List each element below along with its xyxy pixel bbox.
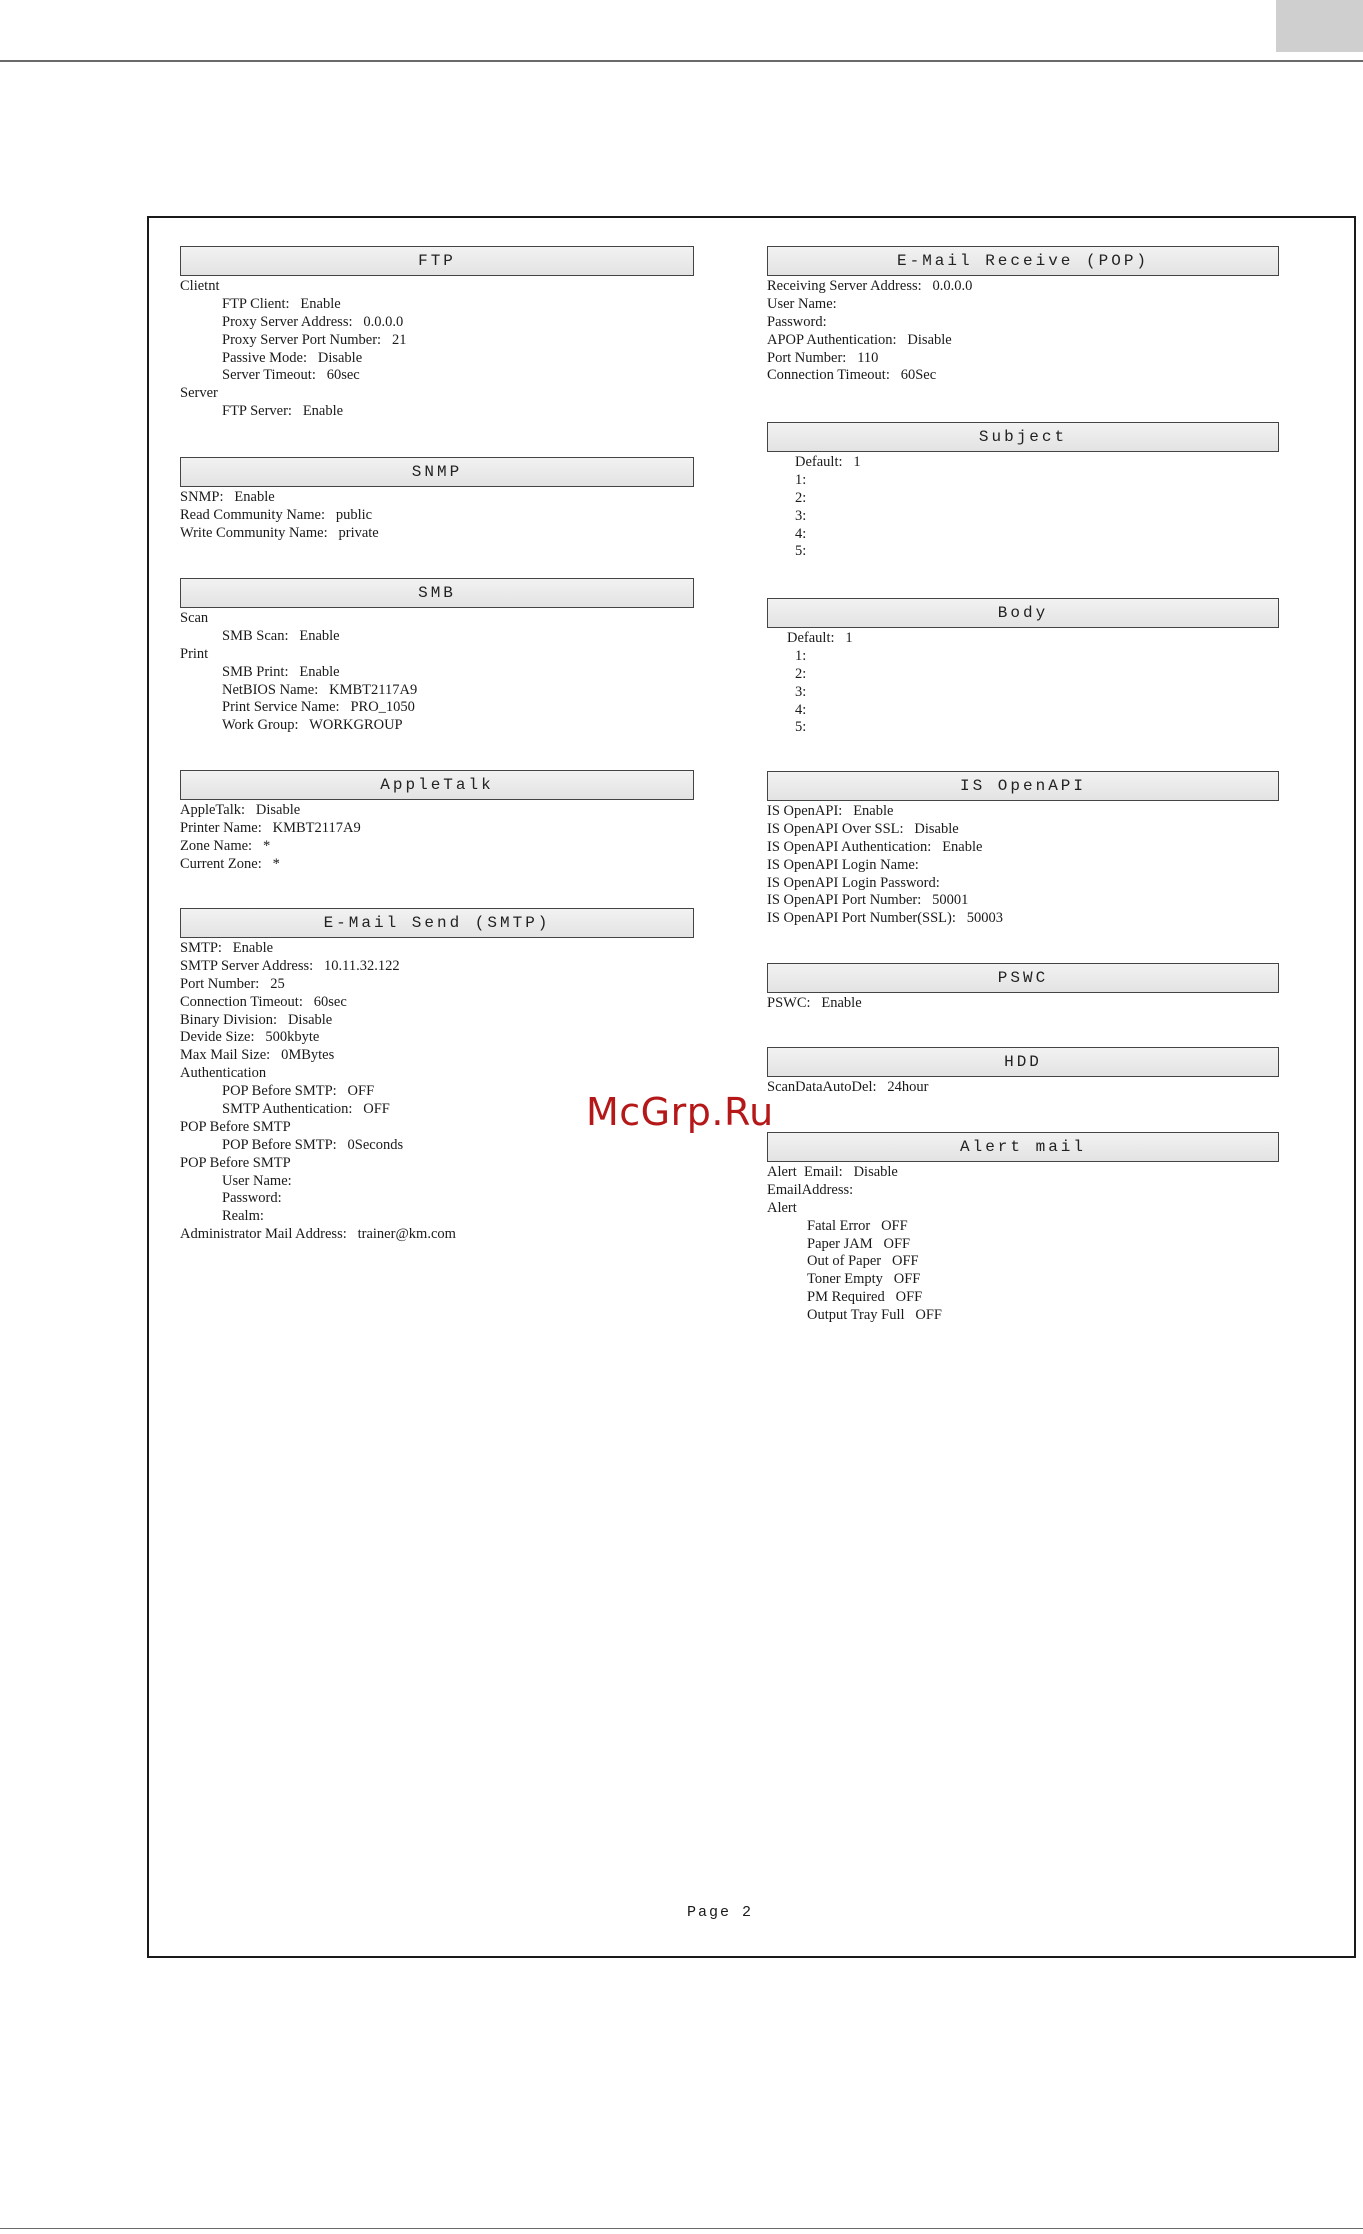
setting-line: 2: bbox=[795, 489, 807, 506]
setting-line: Connection Timeout: 60sec bbox=[180, 993, 347, 1010]
section-subject bbox=[767, 422, 1279, 561]
section-header: AppleTalk bbox=[180, 770, 694, 800]
setting-line: Work Group: WORKGROUP bbox=[222, 717, 403, 734]
setting-line: Printer Name: KMBT2117A9 bbox=[180, 819, 361, 836]
setting-line: FTP Server: Enable bbox=[222, 403, 344, 420]
setting-line: Server bbox=[180, 385, 218, 402]
section-header: E-Mail Receive (POP) bbox=[767, 246, 1279, 276]
setting-line: Write Community Name: private bbox=[180, 524, 379, 541]
setting-line: APOP Authentication: Disable bbox=[767, 331, 952, 348]
section-body bbox=[767, 598, 1279, 737]
setting-line: Binary Division: Disable bbox=[180, 1011, 333, 1028]
section-header: SMB bbox=[180, 578, 694, 608]
setting-line: POP Before SMTP bbox=[180, 1118, 291, 1135]
setting-line: SMB Scan: Enable bbox=[222, 627, 340, 644]
section-lines bbox=[180, 276, 694, 421]
setting-line: Out of Paper OFF bbox=[807, 1253, 919, 1270]
setting-line: User Name: bbox=[222, 1172, 292, 1189]
section-lines bbox=[767, 628, 1279, 737]
page-number: Page 2 bbox=[687, 1904, 754, 1921]
setting-line: 4: bbox=[795, 525, 807, 542]
setting-line: 4: bbox=[795, 701, 807, 718]
setting-line: 1: bbox=[795, 471, 807, 488]
section-alert-mail bbox=[767, 1132, 1279, 1325]
section-pop bbox=[767, 246, 1279, 385]
setting-line: Paper JAM OFF bbox=[807, 1235, 911, 1252]
setting-line: Fatal Error OFF bbox=[807, 1217, 908, 1234]
setting-line: NetBIOS Name: KMBT2117A9 bbox=[222, 681, 418, 698]
setting-line: Scan bbox=[180, 610, 209, 626]
setting-line: Alert Email: Disable bbox=[767, 1164, 898, 1180]
setting-line: 5: bbox=[795, 543, 807, 560]
setting-line: Realm: bbox=[222, 1208, 264, 1225]
setting-line: PM Required OFF bbox=[807, 1289, 923, 1306]
section-lines bbox=[767, 452, 1279, 561]
section-hdd bbox=[767, 1047, 1279, 1097]
setting-line: Authentication bbox=[180, 1065, 267, 1082]
setting-line: POP Before SMTP: OFF bbox=[222, 1083, 375, 1100]
setting-line: Devide Size: 500kbyte bbox=[180, 1029, 320, 1046]
setting-line: Alert bbox=[767, 1199, 797, 1216]
section-ftp bbox=[180, 246, 694, 421]
setting-line: EmailAddress: bbox=[767, 1181, 854, 1198]
section-header: Body bbox=[767, 598, 1279, 628]
setting-line: 3: bbox=[795, 507, 807, 524]
section-lines bbox=[767, 1162, 1279, 1325]
setting-line: 3: bbox=[795, 683, 807, 700]
setting-line: 5: bbox=[795, 719, 807, 736]
section-pswc bbox=[767, 963, 1279, 1013]
setting-line: Toner Empty OFF bbox=[807, 1271, 921, 1288]
setting-line: User Name: bbox=[767, 295, 837, 312]
setting-line: Clietnt bbox=[180, 278, 220, 294]
setting-line: POP Before SMTP: 0Seconds bbox=[222, 1136, 404, 1153]
setting-line: Print Service Name: PRO_1050 bbox=[222, 699, 415, 716]
setting-line: SMTP: Enable bbox=[180, 940, 274, 956]
setting-line: Max Mail Size: 0MBytes bbox=[180, 1047, 335, 1064]
setting-line: Print bbox=[180, 645, 209, 662]
section-lines bbox=[180, 800, 694, 874]
section-header: PSWC bbox=[767, 963, 1279, 993]
section-lines bbox=[767, 1077, 1279, 1097]
section-lines bbox=[767, 801, 1279, 928]
setting-line: PSWC: Enable bbox=[767, 995, 862, 1011]
setting-line: IS OpenAPI Port Number: 50001 bbox=[767, 892, 969, 909]
section-lines bbox=[767, 993, 1279, 1013]
setting-line: Port Number: 110 bbox=[767, 349, 879, 366]
setting-line: Administrator Mail Address: trainer@km.com bbox=[180, 1226, 456, 1243]
setting-line: SMTP Authentication: OFF bbox=[222, 1101, 390, 1118]
section-header: E-Mail Send (SMTP) bbox=[180, 908, 694, 938]
setting-line: Receiving Server Address: 0.0.0.0 bbox=[767, 278, 973, 294]
setting-line: IS OpenAPI Authentication: Enable bbox=[767, 838, 983, 855]
watermark: McGrp.Ru bbox=[586, 1090, 774, 1134]
section-snmp bbox=[180, 457, 694, 543]
setting-line: FTP Client: Enable bbox=[222, 295, 341, 312]
section-header: FTP bbox=[180, 246, 694, 276]
setting-line: Output Tray Full OFF bbox=[807, 1307, 942, 1324]
setting-line: SNMP: Enable bbox=[180, 489, 275, 505]
setting-line: Passive Mode: Disable bbox=[222, 349, 363, 366]
setting-line: IS OpenAPI Login Password: bbox=[767, 874, 940, 891]
setting-line: Zone Name: * bbox=[180, 837, 271, 854]
setting-line: Read Community Name: public bbox=[180, 506, 373, 523]
setting-line: 1: bbox=[795, 647, 807, 664]
setting-line: IS OpenAPI: Enable bbox=[767, 803, 894, 819]
setting-line: Proxy Server Port Number: 21 bbox=[222, 331, 407, 348]
setting-line: AppleTalk: Disable bbox=[180, 802, 301, 818]
setting-line: 2: bbox=[795, 665, 807, 682]
setting-line: ScanDataAutoDel: 24hour bbox=[767, 1079, 929, 1095]
section-header: IS OpenAPI bbox=[767, 771, 1279, 801]
setting-line: Proxy Server Address: 0.0.0.0 bbox=[222, 313, 404, 330]
section-header: Subject bbox=[767, 422, 1279, 452]
section-openapi bbox=[767, 771, 1279, 928]
setting-line: Server Timeout: 60sec bbox=[222, 367, 360, 384]
section-lines bbox=[180, 608, 694, 735]
setting-line: SMTP Server Address: 10.11.32.122 bbox=[180, 957, 400, 974]
section-smtp bbox=[180, 908, 694, 1244]
setting-line: Port Number: 25 bbox=[180, 975, 285, 992]
section-appletalk bbox=[180, 770, 694, 874]
section-header: SNMP bbox=[180, 457, 694, 487]
setting-line: Password: bbox=[767, 313, 827, 330]
setting-line: POP Before SMTP bbox=[180, 1154, 291, 1171]
chapter-tab bbox=[1276, 0, 1363, 52]
setting-line: Default: 1 bbox=[795, 454, 861, 470]
setting-line: Connection Timeout: 60Sec bbox=[767, 367, 937, 384]
setting-line: IS OpenAPI Login Name: bbox=[767, 856, 919, 873]
setting-line: SMB Print: Enable bbox=[222, 663, 340, 680]
setting-line: IS OpenAPI Over SSL: Disable bbox=[767, 820, 959, 837]
setting-line: Password: bbox=[222, 1190, 282, 1207]
section-header: Alert mail bbox=[767, 1132, 1279, 1162]
setting-line: IS OpenAPI Port Number(SSL): 50003 bbox=[767, 910, 1004, 927]
section-lines bbox=[180, 487, 694, 543]
header-rule bbox=[0, 60, 1363, 62]
section-header: HDD bbox=[767, 1047, 1279, 1077]
section-lines bbox=[767, 276, 1279, 385]
setting-line: Default: 1 bbox=[787, 630, 853, 646]
footer-rule bbox=[0, 2228, 1363, 2229]
section-smb bbox=[180, 578, 694, 735]
setting-line: Current Zone: * bbox=[180, 855, 280, 872]
